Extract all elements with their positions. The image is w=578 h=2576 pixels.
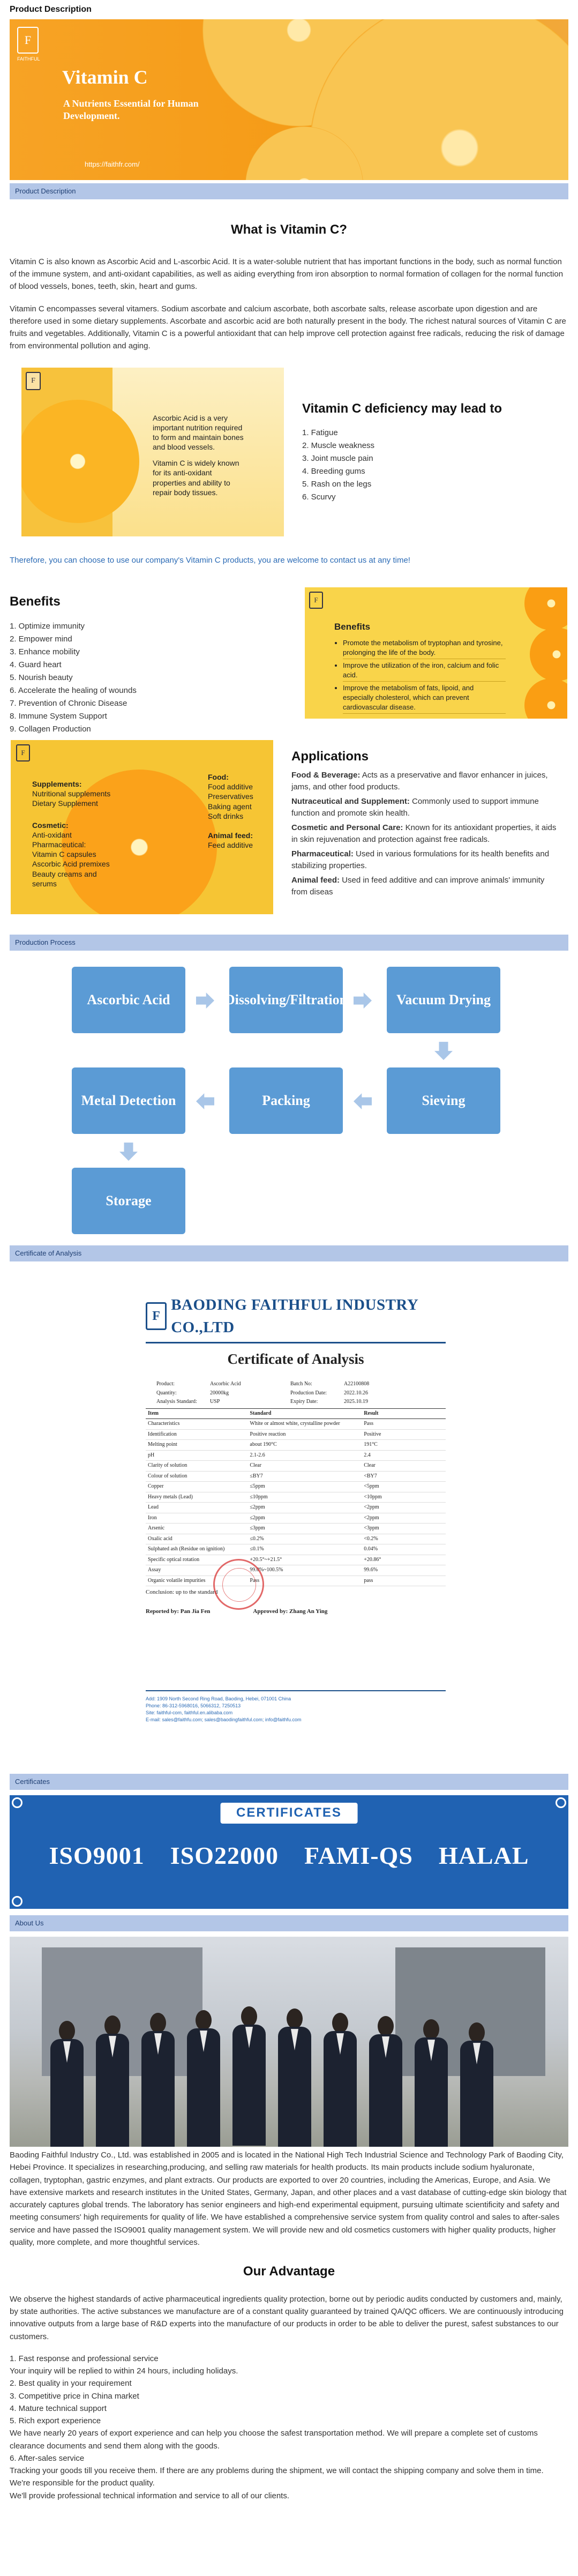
table-row: [146, 1524, 446, 1534]
coa-header: [146, 1294, 446, 1343]
table-cell: about 190°C: [247, 1440, 362, 1451]
production-process-diagram: [10, 961, 568, 1272]
table-cell: ≤BY7: [247, 1471, 362, 1482]
table-header: Result: [362, 1408, 446, 1419]
table-cell: ≤0.1%: [247, 1544, 362, 1555]
table-cell: pass: [362, 1576, 446, 1586]
orange-image: [524, 587, 567, 630]
table-cell: <3ppm: [362, 1524, 446, 1534]
process-step: Sieving: [387, 1067, 500, 1134]
table-cell: Organic volatile impurities: [146, 1576, 247, 1586]
benefit-card-title: Benefits: [334, 622, 371, 632]
table-cell: Clear: [247, 1461, 362, 1472]
table-cell: Sulphated ash (Residue on ignition): [146, 1544, 247, 1555]
table-cell: Melting point: [146, 1440, 247, 1451]
list-item: 9. Collagen Production: [10, 725, 91, 734]
app-card-left: [32, 775, 118, 888]
benefits-list-block: [10, 587, 137, 736]
animal-feed-title: Animal feed:: [208, 831, 253, 840]
list-item: 1. Fatigue: [302, 428, 338, 438]
table-row: [146, 1450, 446, 1461]
table-row: [146, 1482, 446, 1492]
process-step: Dissolving/Filtration: [229, 967, 343, 1033]
table-row: [146, 1555, 446, 1565]
list-item: 4. Guard heart: [10, 660, 62, 670]
list-item: 3. Enhance mobility: [10, 647, 80, 657]
table-cell: ≤2ppm: [247, 1503, 362, 1513]
hero-banner: [10, 19, 568, 180]
list-item: 1. Fast response and professional service: [10, 2354, 159, 2363]
advantage-list: [10, 2353, 568, 2502]
orange-image: [524, 678, 567, 719]
table-row: [146, 1461, 446, 1472]
list-item: 4. Breeding gums: [302, 467, 365, 476]
list-item: • Improve the metabolism of fats, lipoid, and especially cholesterol, which can prevent cardiovascular disease.: [343, 682, 506, 714]
table-cell: Positive reaction: [247, 1429, 362, 1440]
table-cell: <10ppm: [362, 1492, 446, 1503]
table-cell: <5ppm: [362, 1482, 446, 1492]
coa-title: Certificate of Analysis: [227, 1351, 364, 1368]
table-cell: <0.2%: [362, 1534, 446, 1544]
list-item: 6. Scurvy: [302, 492, 336, 502]
what-is-heading: What is Vitamin C?: [231, 222, 347, 237]
arrow-down-icon: [119, 1143, 138, 1161]
table-cell: Iron: [146, 1513, 247, 1524]
list-item: 3. Joint muscle pain: [302, 454, 373, 464]
list-item: 2. Muscle weakness: [302, 441, 375, 451]
benefits-heading: Benefits: [10, 594, 61, 609]
application-item: Cosmetic and Personal Care: Known for its antioxidant properties, it aids in skin rejuvenation and protection against free radicals.: [291, 823, 557, 845]
contact-link[interactable]: Therefore, you can choose to use our company's Vitamin C products, you are welcome to contact us at any time!: [10, 555, 410, 565]
orange-image: [21, 400, 139, 523]
certificate-item: FAMI-QS: [304, 1842, 413, 1870]
list-item: 8. Immune System Support: [10, 712, 107, 721]
process-step: Ascorbic Acid: [72, 967, 185, 1033]
certificate-item: ISO9001: [49, 1842, 145, 1870]
table-cell: Assay: [146, 1565, 247, 1576]
table-cell: Identification: [146, 1429, 247, 1440]
reported-by: Reported by: Pan Jia Fen: [146, 1608, 211, 1615]
brand-logo: F: [16, 744, 30, 761]
benefits-image: [305, 587, 567, 719]
table-row: [146, 1440, 446, 1451]
table-cell: Pass: [362, 1419, 446, 1430]
brand-logo: F: [17, 27, 39, 54]
application-item: Food & Beverage: Acts as a preservative and flavor enhancer in juices, jams, and other food products.: [291, 770, 548, 792]
what-is-paragraph-2: Vitamin C encompasses several vitamers. Sodium ascorbate and calcium ascorbate, both ascorbate salts, release ascorbate upon digestion and are therefore used in some dietary supplements. Ascorbate and ascorbic acid are both naturally present in the body. The richest natural sources of Vitamin C are fruits and vegetables. Additionally, Vitamin C is a powerful antioxidant that can help improve cell protection against free radicals, reducing the risk of damage from environmental pollution and aging.: [10, 304, 566, 351]
table-cell: ≤10ppm: [247, 1492, 362, 1503]
coa-footer: Add: 1909 North Second Ring Road, Baoding, Hebei, 071001 China Phone: 86-312-5968016, 5066312, 7250513 Site: faithful-com, faithful.en.alibaba.com E-mail: sales@faithfu.com; sales@baodingfaithful.com; info@faithfu.com: [146, 1690, 446, 1723]
what-is-paragraph-1: Vitamin C is also known as Ascorbic Acid and L-ascorbic Acid. It is a water-soluble nutrient that has important functions in the body, such as normal function of the immune system, and anti-oxidant capabilities, as well as aiding everything from iron absorption to normal formation of collagen for the normal function of blood vessels, bones, teeth, skin, heart and gums.: [10, 257, 564, 292]
deficiency-heading: Vitamin C deficiency may lead to: [302, 401, 502, 416]
animal-feed-items: Feed additive: [208, 841, 253, 850]
hero-url[interactable]: https://faithfr.com/: [85, 160, 140, 168]
section-bar-product-description: Product Description: [10, 183, 568, 199]
team-photo: [10, 1937, 568, 2147]
list-item: 6. Accelerate the healing of wounds: [10, 686, 137, 696]
benefit-card-list: [334, 637, 506, 714]
table-cell: Heavy metals (Lead): [146, 1492, 247, 1503]
section-bar-certificates: Certificates: [10, 1774, 568, 1790]
list-item: • Promote the metabolism of tryptophan and tyrosine, prolonging the life of the body.: [343, 637, 506, 659]
cosmetic-items: Anti-oxidant Pharmaceutical: Vitamin C capsules Ascorbic Acid premixes Beauty creams and serums: [32, 830, 110, 888]
table-row: [146, 1429, 446, 1440]
table-cell: Clarity of solution: [146, 1461, 247, 1472]
certificates-label: CERTIFICATES: [220, 1803, 358, 1824]
brand-logo: F: [309, 592, 323, 609]
supplements-title: Supplements:: [32, 780, 82, 789]
table-cell: Arsenic: [146, 1524, 247, 1534]
table-cell: ≤5ppm: [247, 1482, 362, 1492]
deficiency-list: [302, 427, 502, 504]
coa-company-name: BAODING FAITHFUL INDUSTRY CO.,LTD: [171, 1296, 418, 1336]
table-cell: Copper: [146, 1482, 247, 1492]
table-cell: 191°C: [362, 1440, 446, 1451]
list-item: We're responsible for the product quality.: [10, 2478, 155, 2488]
company-logo: F: [146, 1302, 167, 1330]
applications-image: [11, 740, 273, 914]
certificate-item: HALAL: [438, 1842, 529, 1870]
certificates-list: [10, 1838, 568, 1874]
benefits-row: [10, 587, 568, 736]
applications-heading: Applications: [291, 749, 369, 764]
list-item: We have nearly 20 years of export experience and can help you choose the safest transportation method. We will prepare a complete set of customs clearance documents and send them along with the goods.: [10, 2429, 538, 2451]
section-bar-production-process: Production Process: [10, 935, 568, 951]
arrow-right-icon: [354, 992, 372, 1009]
table-cell: ≤0.2%: [247, 1534, 362, 1544]
list-item: • Improve the utilization of the iron, calcium and folic acid.: [343, 659, 506, 682]
table-row: [146, 1492, 446, 1503]
list-item: 7. Prevention of Chronic Disease: [10, 699, 127, 708]
food-items: Food additive Preservatives Baking agent Soft drinks: [208, 782, 253, 820]
table-cell: <2ppm: [362, 1513, 446, 1524]
list-item: Tracking your goods till you receive them. If there are any problems during the shipment, we will contact the shipping company and solve them in time.: [10, 2466, 544, 2476]
benefits-list: [10, 620, 137, 736]
cosmetic-title: Cosmetic:: [32, 820, 69, 830]
table-cell: 99.6%: [362, 1565, 446, 1576]
hero-subtitle: A Nutrients Essential for Human Development.: [63, 98, 199, 122]
section-bar-coa: Certificate of Analysis: [10, 1245, 568, 1261]
list-item: We'll provide professional technical information and service to all of our clients.: [10, 2491, 290, 2500]
arrow-left-icon: [196, 1093, 214, 1109]
deficiency-row: [10, 368, 568, 536]
table-cell: 2.1-2.6: [247, 1450, 362, 1461]
company-stamp: [213, 1559, 264, 1610]
table-row: [146, 1419, 446, 1430]
list-item: 5. Nourish beauty: [10, 673, 73, 683]
application-item: Pharmaceutical: Used in various formulations for its health benefits and stabilizing properties.: [291, 849, 550, 871]
table-cell: <2ppm: [362, 1503, 446, 1513]
certificate-item: ISO22000: [170, 1842, 279, 1870]
table-cell: <BY7: [362, 1471, 446, 1482]
table-row: [146, 1534, 446, 1544]
about-paragraph: Baoding Faithful Industry Co., Ltd. was established in 2005 and is located in the National High Tech Industrial Science and Technology Park of Baoding City, Hebei Province. It specializes in researching,producing, and selling raw materials for health products. Its main products include sodium hyaluronate, collagen, tryptophan, gastric enzymes, and plant extracts. Our products are exported to over 20 countries, including the Americas, Europe, and Asia. We have extensive markets and research institutes in the United States, Germany, Japan, and other places and a vast database of cutting-edge skin biology that accurately captures global trends. The laboratory has senior engineers and high-end experimental equipment, pursuing ultimate scientificity and safety and meeting consumers' high requirements for quality of life. We have established a comprehensive service system from quality control and sales to after-sales service and have passed the ISO9001 quality management system. We will provide new and old cosmetics customers with higher quality products, higher quality, more complete, and more thoughtful services.: [10, 2151, 567, 2247]
table-row: [146, 1565, 446, 1576]
list-item: 6. After-sales service: [10, 2453, 85, 2463]
table-cell: 99.0%~100.5%: [247, 1565, 362, 1576]
list-item: 2. Empower mind: [10, 634, 72, 644]
hero-title: Vitamin C: [62, 66, 148, 88]
table-header: Standard: [247, 1408, 362, 1419]
card-text-2: Vitamin C is widely known for its anti-oxidant properties and ability to repair body tissues.: [153, 459, 239, 497]
process-step: Storage: [72, 1168, 185, 1234]
process-step: Vacuum Drying: [387, 967, 500, 1033]
brand-logo: F: [26, 372, 41, 390]
coa-conclusion: Conclusion: up to the standard: [146, 1589, 218, 1596]
app-card-right: [208, 768, 272, 850]
certificates-banner: [10, 1795, 568, 1909]
coa-meta: Product: Ascorbic Acid Batch No: A22100808 Quantity: 20000kg Production Date: 2022.10.26 Analysis Standard: USP Expiry Date: 2025.10.19: [156, 1381, 370, 1405]
advantage-intro: We observe the highest standards of active pharmaceutical ingredients quality protection, borne out by periodic audits conducted by customers and, mainly, by state authorities. The active substances we manufacture are of a constant quality guaranteed by trained QA/QC officers. We are continuously introducing innovative outputs from a large base of R&D experts into the manufacture of our products in order to be able to deliver the purest, safest substances to our customers.: [10, 2294, 564, 2341]
section-bar-about: About Us: [10, 1915, 568, 1931]
table-cell: Specific optical rotation: [146, 1555, 247, 1565]
coa-table: [146, 1408, 446, 1587]
certificate-of-analysis: [10, 1261, 568, 1771]
applications-text-block: [284, 740, 557, 901]
application-item: Nutraceutical and Supplement: Commonly used to support immune function and promote skin health.: [291, 796, 539, 818]
table-cell: White or almost white, crystalline powder: [247, 1419, 362, 1430]
table-cell: ≤3ppm: [247, 1524, 362, 1534]
food-title: Food:: [208, 773, 229, 782]
table-cell: Oxalic acid: [146, 1534, 247, 1544]
table-row: [146, 1544, 446, 1555]
table-row: [146, 1471, 446, 1482]
list-item: 5. Rich export experience: [10, 2416, 101, 2426]
supplements-items: Nutritional supplements Dietary Supplement: [32, 789, 111, 808]
list-item: 2. Best quality in your requirement: [10, 2379, 132, 2388]
table-cell: Colour of solution: [146, 1471, 247, 1482]
table-cell: 2.4: [362, 1450, 446, 1461]
table-cell: Characteristics: [146, 1419, 247, 1430]
deficiency-image: [21, 368, 284, 536]
table-row: [146, 1513, 446, 1524]
deficiency-list-block: [295, 400, 502, 504]
arrow-down-icon: [434, 1042, 453, 1060]
table-cell: Pass: [247, 1576, 362, 1586]
table-row: [146, 1576, 446, 1586]
table-row: [146, 1503, 446, 1513]
table-cell: 0.04%: [362, 1544, 446, 1555]
table-cell: +20.86°: [362, 1555, 446, 1565]
advantage-heading: Our Advantage: [243, 2264, 335, 2279]
table-header: Item: [146, 1408, 247, 1419]
table-cell: pH: [146, 1450, 247, 1461]
list-item: 4. Mature technical support: [10, 2403, 107, 2413]
coa-signatures: [146, 1608, 446, 1616]
table-cell: Positive: [362, 1429, 446, 1440]
list-item: 3. Competitive price in China market: [10, 2391, 139, 2401]
process-step: Packing: [229, 1067, 343, 1134]
application-item: Animal feed: Used in feed additive and can improve animals' immunity from diseas: [291, 875, 545, 897]
deficiency-card-text: [153, 413, 244, 504]
page-title: Product Description: [10, 5, 92, 14]
list-item: 5. Rash on the legs: [302, 480, 372, 489]
approved-by: Approved by: Zhang An Ying: [253, 1608, 328, 1615]
process-step: Metal Detection: [72, 1067, 185, 1134]
arrow-left-icon: [354, 1093, 372, 1109]
list-item: 1. Optimize immunity: [10, 622, 85, 631]
brand-name: FAITHFUL: [17, 56, 40, 62]
table-cell: +20.5°~+21.5°: [247, 1555, 362, 1565]
table-cell: ≤2ppm: [247, 1513, 362, 1524]
orange-image: [530, 628, 567, 681]
applications-row: [10, 740, 568, 914]
list-item: Your inquiry will be replied to within 24 hours, including holidays.: [10, 2366, 238, 2376]
card-text-1: Ascorbic Acid is a very important nutrition required to form and maintain bones and blood vessels.: [153, 413, 244, 452]
table-cell: Clear: [362, 1461, 446, 1472]
table-cell: Lead: [146, 1503, 247, 1513]
arrow-right-icon: [196, 992, 214, 1009]
